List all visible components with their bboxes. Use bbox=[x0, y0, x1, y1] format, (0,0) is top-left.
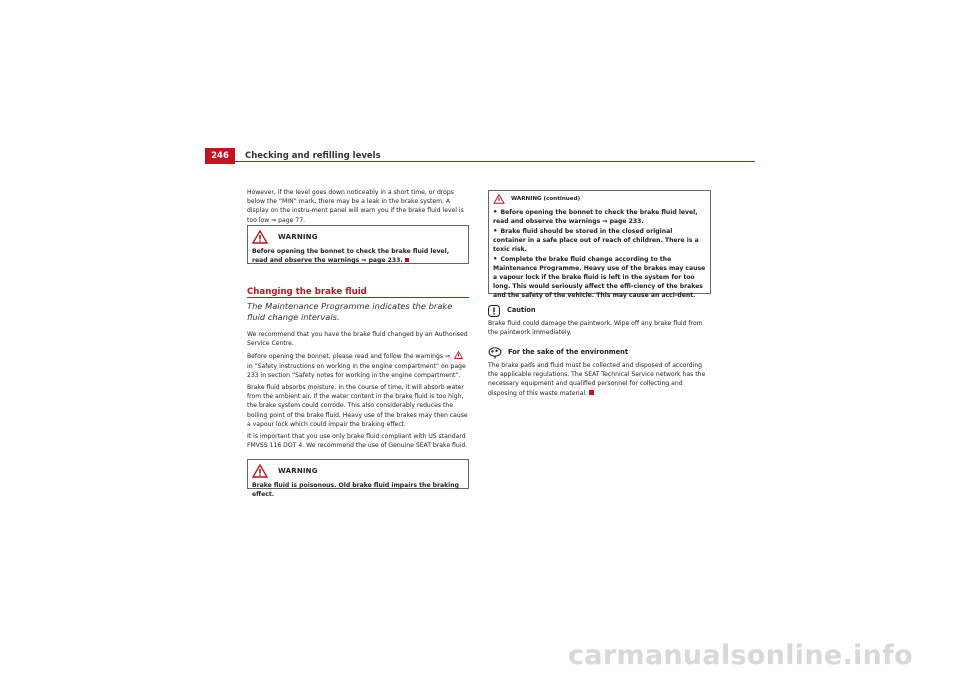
bonnet-paragraph-b: in “Safety instructions on working in the engine compartment” on page 233 in section “Safety notes for working in the engine compartment”. bbox=[247, 362, 466, 379]
watermark: carmanualsonline.info bbox=[568, 640, 914, 671]
bonnet-paragraph bbox=[247, 351, 469, 380]
caution-title: Caution bbox=[507, 306, 536, 315]
end-mark-icon bbox=[405, 258, 410, 263]
caution-section bbox=[488, 305, 711, 340]
warning-bullet-3: • Complete the brake fluid change according to the Maintenance Programme. Heavy use of the brakes may cause a vapour lock if the brake fluid is left in the system for too long. This would seriously affect the effi-ciency of the brakes and the safety of the vehicle. This may cause an acci-dent. bbox=[493, 255, 706, 299]
warning-text: Brake fluid is poisonous. Old brake fluid impairs the braking effect. bbox=[252, 482, 459, 498]
end-mark-icon bbox=[589, 390, 594, 395]
warning-box-2 bbox=[247, 459, 469, 498]
environment-header bbox=[488, 347, 711, 359]
warning-header bbox=[252, 464, 464, 478]
left-intro-paragraph bbox=[247, 188, 469, 228]
warning-bullet-text: Brake fluid should be stored in the closed original container in a safe place out of reach of children. There is a toxic risk. bbox=[493, 228, 699, 253]
warning-bullet-2: • Brake fluid should be stored in the closed original container in a safe place out of reach of children. There is a toxic risk. bbox=[493, 227, 699, 253]
page-number: 246 bbox=[205, 148, 235, 164]
caution-header bbox=[488, 305, 711, 317]
warning-box-1 bbox=[247, 225, 469, 264]
warning-triangle-icon bbox=[252, 464, 268, 478]
header-rule bbox=[205, 161, 755, 162]
section-title: Changing the brake fluid bbox=[247, 287, 367, 297]
warning-bullet-text: Before opening the bonnet to check the brake fluid level, read and observe the warnings ⇒ page 233. bbox=[493, 209, 698, 225]
warning-bullet-text: Complete the brake fluid change according to the Maintenance Programme. Heavy use of the brakes may cause a vapour lock if the brake fluid is left in the system for too long. This would seriously affect the effi-ciency of the brakes and the safety of the vehicle. This may cause an acci-dent. bbox=[493, 256, 706, 299]
section-rule bbox=[247, 297, 469, 298]
caution-exclamation-icon bbox=[488, 305, 500, 317]
warning-triangle-icon bbox=[493, 194, 505, 204]
environment-tree-icon bbox=[488, 347, 502, 359]
environment-text-content: The brake pads and fluid must be collected and disposed of according the applicable regulations. The SEAT Technical Service network has the necessary equipment and qualified personnel for collecting and disposing of this waste material. bbox=[488, 362, 706, 397]
environment-section bbox=[488, 347, 711, 401]
warning-box-continued bbox=[488, 190, 711, 299]
warning-text bbox=[252, 247, 464, 265]
environment-title: For the sake of the environment bbox=[508, 348, 628, 357]
chapter-title: Checking and refilling levels bbox=[245, 151, 381, 161]
left-body bbox=[247, 330, 469, 453]
moisture-paragraph: Brake fluid absorbs moisture. In the course of time, it will absorb water from the ambient air. If the water content in the brake fluid is too high, the brake system could corrode. This also considerably reduces the boiling point of the brake fluid. Heavy use of the brakes may then cause a vapour lock which could impair the braking effect. bbox=[247, 384, 468, 428]
environment-text bbox=[488, 361, 711, 398]
section-intro: The Maintenance Programme indicates the brake fluid change intervals. bbox=[247, 301, 453, 322]
warning-title: WARNING bbox=[278, 232, 318, 241]
warning-title: WARNING bbox=[278, 466, 318, 475]
warning-continued-title: WARNING (continued) bbox=[511, 195, 581, 202]
recommend-paragraph: We recommend that you have the brake fluid changed by an Authorised Service Centre. bbox=[247, 331, 468, 348]
caution-text: Brake fluid could damage the paintwork. Wipe off any brake fluid from the paintwork immediately. bbox=[488, 320, 703, 337]
standard-paragraph: It is important that you use only brake fluid compliant with US standard FMVSS 116 DOT 4. We recommend the use of Genuine SEAT brake fluid. bbox=[247, 433, 468, 450]
warning-header bbox=[252, 230, 464, 244]
warning-continued-header bbox=[493, 194, 706, 204]
bonnet-paragraph-a: Before opening the bonnet, please read and follow the warnings ⇒ bbox=[247, 353, 451, 361]
warning-bullet-1: • Before opening the bonnet to check the brake fluid level, read and observe the warnings ⇒ page 233. bbox=[493, 208, 698, 225]
warning-triangle-icon bbox=[252, 230, 268, 244]
brake-leak-paragraph: However, if the level goes down noticeably in a short time, or drops below the “MIN” mark, there may be a leak in the brake system. A display on the instru-ment panel will warn you if the brake fluid level is too low ⇒ page 77. bbox=[247, 189, 464, 224]
warning-text-content: Before opening the bonnet to check the brake fluid level, read and observe the warnings ⇒ page 233. bbox=[252, 248, 450, 264]
warning-triangle-icon bbox=[454, 351, 463, 359]
